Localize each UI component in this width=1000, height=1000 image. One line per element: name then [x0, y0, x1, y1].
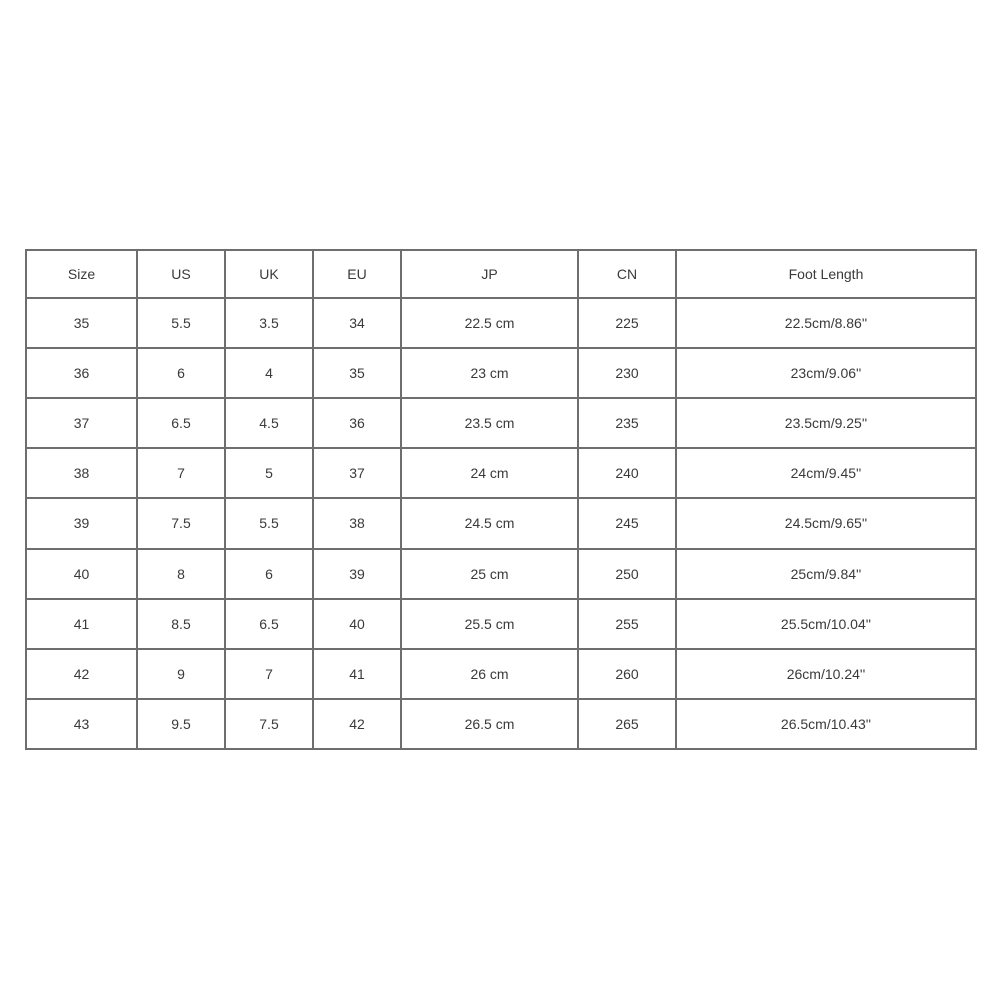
cell-size: 43: [26, 699, 137, 749]
cell-jp: 23.5 cm: [401, 398, 578, 448]
cell-eu: 39: [313, 549, 401, 599]
cell-cn: 230: [578, 348, 676, 398]
cell-uk: 5: [225, 448, 313, 498]
cell-eu: 41: [313, 649, 401, 699]
cell-us: 8.5: [137, 599, 225, 649]
cell-foot-length: 25cm/9.84'': [676, 549, 976, 599]
table-row: [26, 498, 976, 548]
cell-eu: 42: [313, 699, 401, 749]
cell-us: 7.5: [137, 498, 225, 548]
cell-us: 5.5: [137, 298, 225, 348]
cell-cn: 240: [578, 448, 676, 498]
cell-size: 37: [26, 398, 137, 448]
cell-eu: 36: [313, 398, 401, 448]
cell-cn: 225: [578, 298, 676, 348]
cell-size: 36: [26, 348, 137, 398]
cell-cn: 250: [578, 549, 676, 599]
column-header-eu: EU: [313, 250, 401, 298]
cell-us: 8: [137, 549, 225, 599]
table-row: [26, 599, 976, 649]
column-header-cn: CN: [578, 250, 676, 298]
cell-us: 9.5: [137, 699, 225, 749]
cell-foot-length: 24.5cm/9.65'': [676, 498, 976, 548]
cell-size: 35: [26, 298, 137, 348]
cell-cn: 260: [578, 649, 676, 699]
cell-jp: 25 cm: [401, 549, 578, 599]
table-row: [26, 298, 976, 348]
cell-jp: 26 cm: [401, 649, 578, 699]
cell-uk: 6: [225, 549, 313, 599]
cell-uk: 7: [225, 649, 313, 699]
cell-eu: 37: [313, 448, 401, 498]
cell-jp: 24 cm: [401, 448, 578, 498]
cell-size: 40: [26, 549, 137, 599]
cell-eu: 35: [313, 348, 401, 398]
cell-foot-length: 26.5cm/10.43'': [676, 699, 976, 749]
cell-eu: 34: [313, 298, 401, 348]
table-row: [26, 448, 976, 498]
cell-jp: 24.5 cm: [401, 498, 578, 548]
column-header-uk: UK: [225, 250, 313, 298]
cell-cn: 235: [578, 398, 676, 448]
cell-us: 7: [137, 448, 225, 498]
cell-us: 9: [137, 649, 225, 699]
size-chart-table: [25, 249, 977, 750]
column-header-us: US: [137, 250, 225, 298]
table-row: [26, 348, 976, 398]
table-row: [26, 398, 976, 448]
cell-eu: 38: [313, 498, 401, 548]
cell-foot-length: 26cm/10.24'': [676, 649, 976, 699]
cell-foot-length: 25.5cm/10.04'': [676, 599, 976, 649]
table-row: [26, 549, 976, 599]
cell-foot-length: 24cm/9.45'': [676, 448, 976, 498]
cell-uk: 6.5: [225, 599, 313, 649]
cell-eu: 40: [313, 599, 401, 649]
cell-cn: 255: [578, 599, 676, 649]
cell-uk: 4: [225, 348, 313, 398]
table-row: [26, 649, 976, 699]
cell-size: 38: [26, 448, 137, 498]
cell-uk: 3.5: [225, 298, 313, 348]
cell-cn: 265: [578, 699, 676, 749]
cell-foot-length: 23.5cm/9.25'': [676, 398, 976, 448]
table-row: [26, 699, 976, 749]
cell-jp: 22.5 cm: [401, 298, 578, 348]
cell-us: 6: [137, 348, 225, 398]
cell-foot-length: 22.5cm/8.86'': [676, 298, 976, 348]
cell-foot-length: 23cm/9.06'': [676, 348, 976, 398]
cell-us: 6.5: [137, 398, 225, 448]
cell-jp: 23 cm: [401, 348, 578, 398]
cell-uk: 7.5: [225, 699, 313, 749]
column-header-jp: JP: [401, 250, 578, 298]
cell-jp: 25.5 cm: [401, 599, 578, 649]
cell-uk: 5.5: [225, 498, 313, 548]
cell-jp: 26.5 cm: [401, 699, 578, 749]
cell-size: 39: [26, 498, 137, 548]
cell-size: 42: [26, 649, 137, 699]
cell-size: 41: [26, 599, 137, 649]
cell-uk: 4.5: [225, 398, 313, 448]
table-header-row: [26, 250, 976, 298]
column-header-foot-length: Foot Length: [676, 250, 976, 298]
column-header-size: Size: [26, 250, 137, 298]
cell-cn: 245: [578, 498, 676, 548]
